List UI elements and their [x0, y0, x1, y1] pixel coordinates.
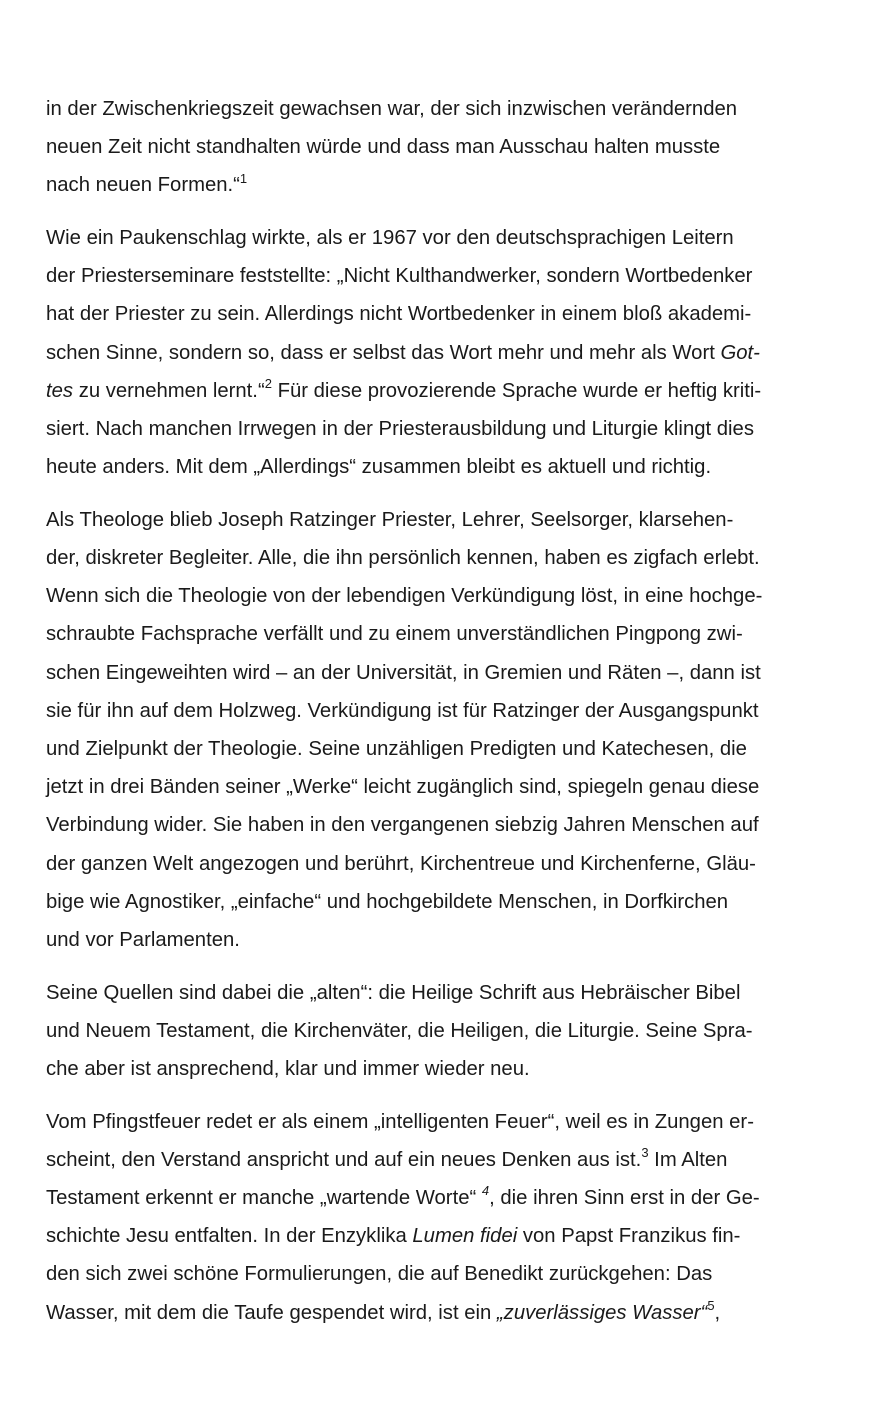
text-run: Wasser, mit dem die Taufe gespendet wird, ist ein — [46, 1301, 497, 1324]
text-line — [46, 410, 836, 448]
text-run: Für diese provozierende Sprache wurde er heftig kriti- — [271, 379, 762, 402]
text-run: Wenn sich die Theologie von der lebendigen Verkündigung löst, in eine hochge- — [46, 585, 763, 608]
text-run: schraubte Fachsprache verfällt und zu einem unverständlichen Pingpong zwi- — [46, 623, 743, 646]
paragraph — [46, 974, 836, 1089]
text-line — [46, 219, 836, 257]
footnote-marker: 4 — [481, 1183, 490, 1199]
text-line — [46, 692, 836, 730]
document-page — [46, 90, 836, 1346]
text-run: sie für ihn auf dem Holzweg. Verkündigung ist für Ratzinger der Ausgangspunkt — [46, 699, 759, 722]
text-run: schen Eingeweihten wird – an der Universität, in Gremien und Räten –, dann ist — [46, 661, 761, 684]
text-line — [46, 1179, 836, 1217]
text-line — [46, 615, 836, 653]
italic-text: „zuverlässiges Wasser“ — [496, 1301, 708, 1324]
text-line — [46, 974, 836, 1012]
text-run: der ganzen Welt angezogen und berührt, Kirchentreue und Kirchenferne, Gläu- — [46, 852, 756, 875]
text-line — [46, 128, 836, 166]
text-run: Seine Quellen sind dabei die „alten“: die Heilige Schrift aus Hebräischer Bibel — [46, 981, 741, 1004]
text-line — [46, 768, 836, 806]
footnote-marker: 5 — [707, 1297, 715, 1313]
text-line — [46, 1103, 836, 1141]
text-line — [46, 257, 836, 295]
text-line — [46, 90, 836, 128]
text-line — [46, 1255, 836, 1293]
footnote-marker: 3 — [641, 1145, 649, 1161]
text-run: nach neuen Formen.“ — [46, 174, 240, 197]
text-line — [46, 654, 836, 692]
text-run: Testament erkennt er manche „wartende Worte“ — [46, 1187, 482, 1210]
text-run: hat der Priester zu sein. Allerdings nicht Wortbedenker in einem bloß akademi- — [46, 303, 752, 326]
text-line — [46, 372, 836, 410]
text-line — [46, 334, 836, 372]
text-run: Verbindung wider. Sie haben in den vergangenen siebzig Jahren Menschen auf — [46, 814, 759, 837]
text-run: scheint, den Verstand anspricht und auf ein neues Denken aus ist. — [46, 1148, 642, 1171]
text-run: Im Alten — [648, 1148, 728, 1171]
text-run: siert. Nach manchen Irrwegen in der Priesterausbildung und Liturgie klingt dies — [46, 418, 754, 440]
paragraph — [46, 219, 836, 486]
text-run: schichte Jesu entfalten. In der Enzyklika — [46, 1225, 413, 1248]
text-line — [46, 295, 836, 333]
text-line — [46, 1217, 836, 1255]
paragraph — [46, 90, 836, 205]
italic-text: tes — [46, 379, 74, 402]
text-run: der, diskreter Begleiter. Alle, die ihn persönlich kennen, haben es zigfach erlebt. — [46, 547, 760, 570]
text-run: bige wie Agnostiker, „einfache“ und hochgebildete Menschen, in Dorfkirchen — [46, 890, 729, 913]
text-line — [46, 1050, 836, 1088]
text-line — [46, 806, 836, 844]
text-run: zu vernehmen lernt.“ — [73, 379, 265, 402]
text-line — [46, 448, 836, 486]
text-run: der Priesterseminare feststellte: „Nicht Kulthandwerker, sondern Wortbedenker — [46, 265, 753, 288]
text-run: von Papst Franzikus fin- — [517, 1225, 741, 1248]
text-line — [46, 1294, 836, 1332]
text-line — [46, 1012, 836, 1050]
text-run: schen Sinne, sondern so, dass er selbst das Wort mehr und mehr als Wort — [46, 341, 721, 364]
text-run: in der Zwischenkriegszeit gewachsen war, der sich inzwischen verändernden — [46, 98, 738, 120]
text-run: Als Theologe blieb Joseph Ratzinger Priester, Lehrer, Seelsorger, klarsehen- — [46, 508, 734, 531]
text-line — [46, 501, 836, 539]
text-run: , — [714, 1301, 721, 1324]
text-run: und vor Parlamenten. — [46, 928, 240, 951]
text-line — [46, 730, 836, 768]
text-run: und Neuem Testament, die Kirchenväter, die Heiligen, die Liturgie. Seine Spra- — [46, 1019, 753, 1042]
paragraph — [46, 501, 836, 959]
text-line — [46, 883, 836, 921]
text-run: jetzt in drei Bänden seiner „Werke“ leicht zugänglich sind, spiegeln genau diese — [46, 776, 760, 799]
text-run: che aber ist ansprechend, klar und immer wieder neu. — [46, 1058, 530, 1080]
text-run: Vom Pfingstfeuer redet er als einem „intelligenten Feuer“, weil es in Zungen er- — [46, 1110, 754, 1133]
text-run: , die ihren Sinn erst in der Ge- — [489, 1187, 760, 1210]
text-line — [46, 577, 836, 615]
text-line — [46, 1141, 836, 1179]
text-line — [46, 845, 836, 883]
italic-text: Got- — [720, 341, 760, 364]
italic-text: Lumen fidei — [412, 1225, 518, 1248]
text-run: den sich zwei schöne Formulierungen, die auf Benedikt zurückgehen: Das — [46, 1263, 713, 1286]
text-run: und Zielpunkt der Theologie. Seine unzähligen Predigten und Katechesen, die — [46, 738, 747, 760]
text-line — [46, 921, 836, 959]
footnote-marker: 1 — [239, 170, 248, 186]
text-line — [46, 166, 836, 204]
text-line — [46, 539, 836, 577]
text-run: heute anders. Mit dem „Allerdings“ zusammen bleibt es aktuell und richtig. — [46, 456, 712, 479]
footnote-marker: 2 — [264, 376, 272, 392]
paragraph — [46, 1103, 836, 1332]
text-run: neuen Zeit nicht standhalten würde und dass man Ausschau halten musste — [46, 136, 721, 159]
text-run: Wie ein Paukenschlag wirkte, als er 1967 vor den deutschsprachigen Leitern — [46, 227, 734, 250]
